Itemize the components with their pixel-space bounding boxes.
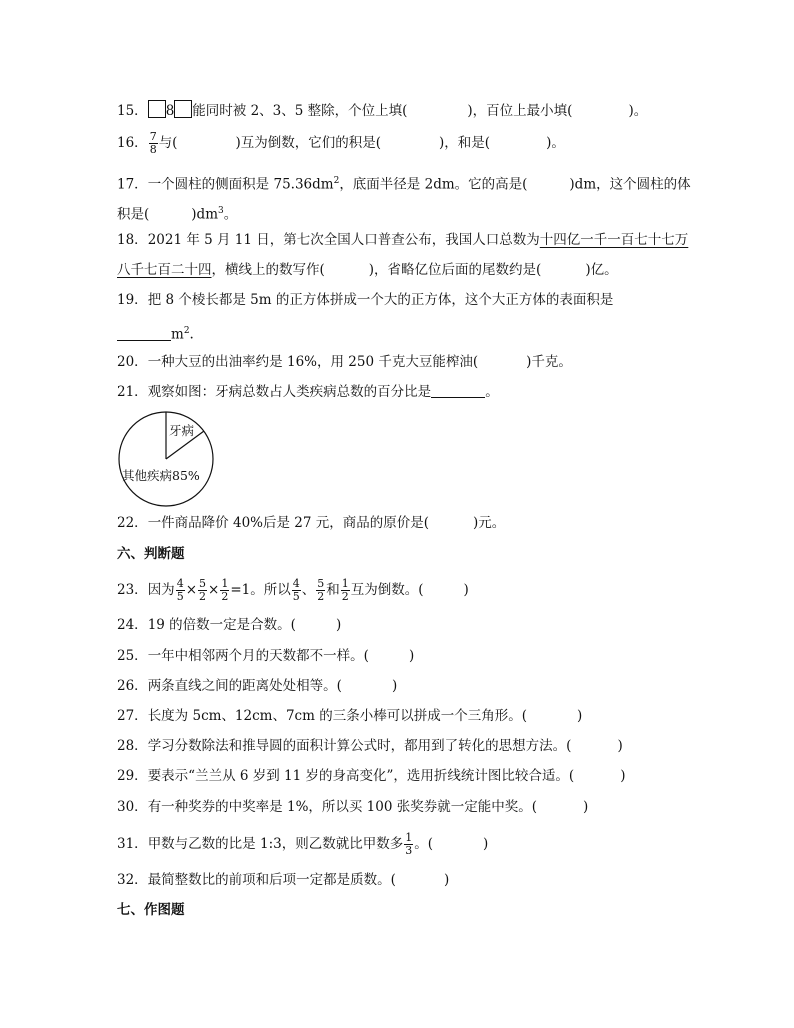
pie-figure xyxy=(117,410,217,510)
section-heading-7: 七、作图题 xyxy=(117,902,185,918)
question-text: ) xyxy=(391,678,398,694)
question-text: ) xyxy=(335,617,342,633)
question-number: 22． xyxy=(117,515,148,531)
operator: × xyxy=(208,582,220,598)
fraction: $\frac{4}{5}$ xyxy=(176,577,184,603)
question-text: 一年中相邻两个月的天数都不一样。( xyxy=(147,648,369,664)
question-text: 要表示“兰兰从 6 岁到 11 岁的身高变化”，选用折线统计图比较合适。( xyxy=(147,768,575,784)
pie-label-small: 牙病 xyxy=(169,423,195,438)
question-30 xyxy=(117,797,588,817)
question-text: ) xyxy=(463,582,469,598)
question-number: 16． xyxy=(117,135,148,151)
question-number: 19． xyxy=(117,292,148,308)
superscript: 2 xyxy=(183,326,190,336)
question-text: ) xyxy=(620,768,626,784)
question-27 xyxy=(117,706,582,726)
question-text: )。 xyxy=(628,103,648,119)
question-text: )，和是( xyxy=(439,135,491,151)
question-number: 21． xyxy=(117,384,148,400)
question-text: 两条直线之间的距离处处相等。( xyxy=(147,678,342,694)
question-number: 27． xyxy=(117,708,148,724)
question-28 xyxy=(117,736,623,756)
question-23 xyxy=(117,578,469,603)
question-21 xyxy=(117,382,499,402)
question-31 xyxy=(117,832,488,857)
question-text: 。( xyxy=(414,836,433,852)
question-text: )，百位上最小填( xyxy=(467,103,573,119)
question-29 xyxy=(117,766,625,786)
question-text: =1。所以 xyxy=(230,582,291,598)
question-17-line2 xyxy=(117,201,237,225)
unit: m xyxy=(171,326,184,343)
question-number: 20． xyxy=(117,354,148,370)
superscript: 2 xyxy=(333,176,340,186)
question-number: 18． xyxy=(117,232,148,248)
operator: × xyxy=(185,582,197,598)
question-text: )dm，这个圆柱的体 xyxy=(569,176,691,193)
question-text: 甲数与乙数的比是 1:3，则乙数就比甲数多 xyxy=(147,836,404,852)
blank-box[interactable] xyxy=(174,100,192,118)
question-20 xyxy=(117,352,572,372)
question-text: ) xyxy=(408,648,415,664)
question-text: 能同时被 2、3、5 整除，个位上填( xyxy=(192,103,408,119)
question-text: 。 xyxy=(485,384,499,400)
question-number: 28． xyxy=(117,738,148,754)
question-text: 2021 年 5 月 11 日，第七次全国人口普查公布，我国人口总数为 xyxy=(147,232,540,248)
question-number: 24． xyxy=(117,617,148,633)
blank-box[interactable] xyxy=(148,100,166,118)
question-text: 因为 xyxy=(147,582,175,598)
question-text: ，横线上的数写作( xyxy=(211,262,325,278)
question-18-line1 xyxy=(117,230,688,250)
question-text: 与( xyxy=(158,135,178,151)
question-text: 19 的倍数一定是合数。( xyxy=(147,617,296,633)
fraction: $\frac{7}{8}$ xyxy=(149,130,157,156)
fraction: $\frac{5}{2}$ xyxy=(199,577,206,603)
pie-label-large: 其他疾病85% xyxy=(122,468,200,483)
question-text: ) xyxy=(583,799,589,815)
question-16 xyxy=(117,131,565,156)
question-text: )互为倒数，它们的积是( xyxy=(235,135,382,151)
fraction: $\frac{1}{3}$ xyxy=(405,831,413,857)
question-text: 和 xyxy=(326,582,340,598)
question-number: 31． xyxy=(117,836,148,852)
question-text: 。 xyxy=(223,206,238,223)
question-15 xyxy=(117,100,647,121)
question-19-line1 xyxy=(117,290,613,310)
question-text: 互为倒数。( xyxy=(350,582,424,598)
question-text: 、 xyxy=(301,582,316,598)
question-number: 23． xyxy=(117,582,148,598)
question-text: 一件商品降价 40%后是 27 元，商品的原价是( xyxy=(147,515,430,531)
question-text: )，省略亿位后面的尾数约是( xyxy=(368,262,542,278)
superscript: 3 xyxy=(218,206,224,216)
question-text: 把 8 个棱长都是 5m 的正方体拼成一个大的正方体，这个大正方体的表面积是 xyxy=(147,292,614,308)
question-text: 学习分数除法和推导圆的面积计算公式时，都用到了转化的思想方法。( xyxy=(147,738,572,754)
question-17-line1 xyxy=(117,171,691,195)
question-text: )。 xyxy=(546,135,565,151)
question-24 xyxy=(117,615,341,635)
question-number: 26． xyxy=(117,678,148,694)
question-number: 29． xyxy=(117,768,148,784)
question-text: ，底面半径是 2dm。它的高是( xyxy=(339,176,528,193)
fraction: $\frac{5}{2}$ xyxy=(317,577,325,603)
question-number: 32． xyxy=(117,872,148,888)
question-text: 有一种奖券的中奖率是 1%，所以买 100 张奖券就一定能中奖。( xyxy=(147,799,538,815)
question-text: )元。 xyxy=(473,515,506,531)
question-text: 一个圆柱的侧面积是 75.36dm xyxy=(147,176,334,193)
question-19-line2 xyxy=(117,321,194,345)
question-25 xyxy=(117,646,414,666)
fraction: $\frac{1}{2}$ xyxy=(341,577,349,603)
question-text: 观察如图：牙病总数占人类疾病总数的百分比是 xyxy=(147,384,432,400)
question-number: 30． xyxy=(117,799,148,815)
underlined-number-words: 十四亿一千一百七十七万 xyxy=(539,232,689,248)
question-text: )dm xyxy=(191,206,218,223)
question-text: 积是( xyxy=(117,206,150,223)
underlined-number-words: 八千七百二十四 xyxy=(117,262,212,278)
question-text: )千克。 xyxy=(526,354,572,370)
answer-blank[interactable] xyxy=(117,326,171,341)
question-number: 15． xyxy=(117,103,148,119)
question-text: ) xyxy=(617,738,623,754)
question-18-line2 xyxy=(117,260,618,280)
question-text: ) xyxy=(576,708,583,724)
question-text: )亿。 xyxy=(585,262,618,278)
question-22 xyxy=(117,513,505,533)
question-32 xyxy=(117,870,449,890)
question-text: ) xyxy=(443,872,450,888)
question-text: 一种大豆的出油率约是 16%，用 250 千克大豆能榨油( xyxy=(147,354,479,370)
digit: 8 xyxy=(165,103,175,119)
fraction: $\frac{4}{5}$ xyxy=(292,577,300,603)
question-text: . xyxy=(189,326,194,343)
question-number: 25． xyxy=(117,648,148,664)
question-text: 最简整数比的前项和后项一定都是质数。( xyxy=(147,872,396,888)
question-number: 17． xyxy=(117,176,148,193)
section-heading-6: 六、判断题 xyxy=(117,546,185,562)
answer-blank[interactable] xyxy=(431,383,485,398)
question-text: ) xyxy=(483,836,489,852)
question-26 xyxy=(117,676,397,696)
question-text: 长度为 5cm、12cm、7cm 的三条小棒可以拼成一个三角形。( xyxy=(147,708,527,724)
fraction: $\frac{1}{2}$ xyxy=(221,577,229,603)
